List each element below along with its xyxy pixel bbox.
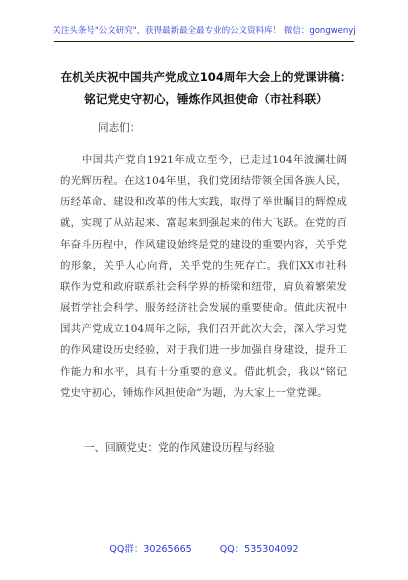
footer-contacts xyxy=(0,541,408,555)
body-paragraph: 中国共产党自1921年成立至今，已走过104年波澜壮阔的光辉历程。在这104年里，我们党团结带领全国各族人民，历经革命、建设和改革的伟大实践，取得了举世瞩目的辉煌成就，实现了从站起来、富起来到强起来的伟大飞跃。在党的百年奋斗历程中，作风建设始终是党的建设的重要内容，关乎党的形象，关乎人心向背，关乎党的生死存亡。我们XX市社科联作为党和政府联系社会科学界的桥梁和纽带，肩负着繁荣发展哲学社会科学、服务经济社会发展的重要使命。值此庆祝中国共产党成立104周年之际，我们召开此次大会，深入学习党的作风建设历史经验，对于我们进一步加强自身建设，提升工作能力和水平，具有十分重要的意义。借此机会，我以“铭记党史守初心，锤炼作风担使命”为题，为大家上一堂党课。 xyxy=(60,154,347,399)
header-notice: 关注头条号"公文研究"，获得最新最全最专业的公文资料库！ 微信：gongwenyj xyxy=(52,26,356,36)
document-title: 在机关庆祝中国共产党成立104周年大会上的党课讲稿：铭记党史守初心，锤炼作风担使命（市社科联） xyxy=(60,70,352,106)
section-heading: 一、回顾党史：党的作风建设历程与经验 xyxy=(84,442,275,454)
footer-qq-group: QQ群：30265665 xyxy=(109,544,192,555)
greeting: 同志们： xyxy=(98,122,141,134)
header-divider xyxy=(54,41,354,42)
footer-qq-number: QQ：535304092 xyxy=(219,544,299,555)
